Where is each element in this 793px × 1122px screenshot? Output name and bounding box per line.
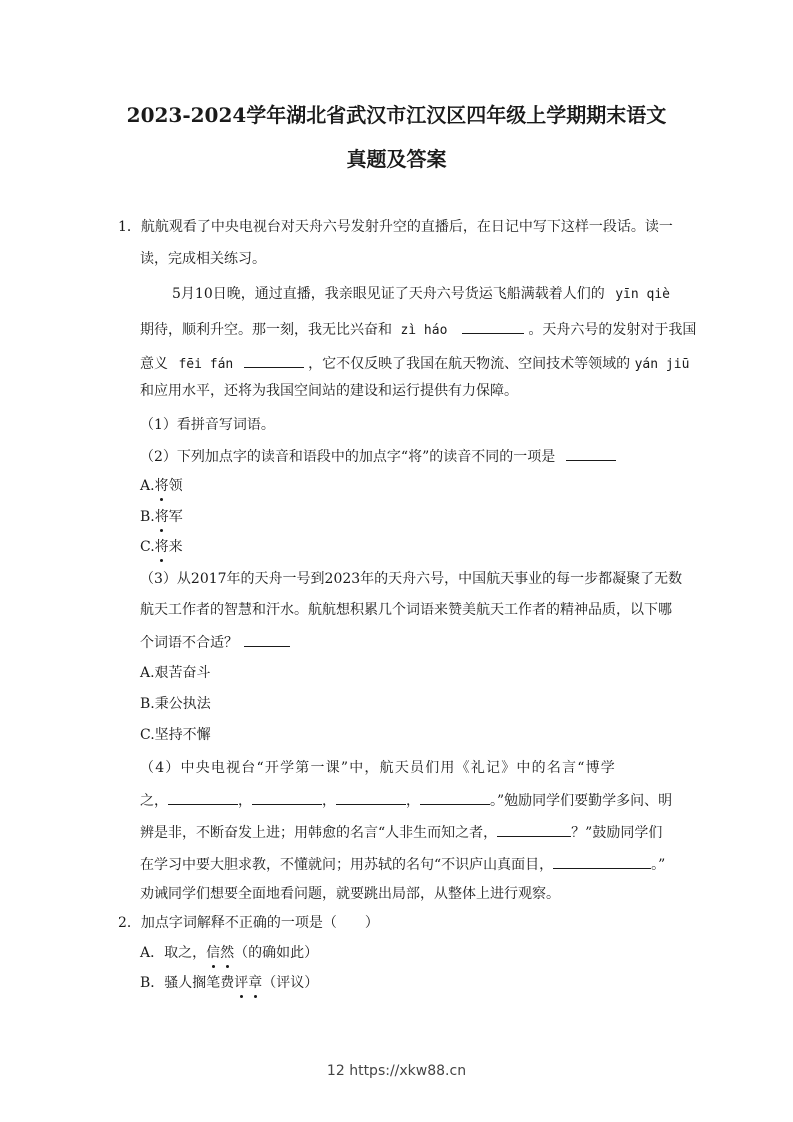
- q1-passage-line4: 和应用水平，还将为我国空间站的建设和运行提供有力保障。: [140, 383, 518, 399]
- answer-blank[interactable]: [168, 790, 238, 805]
- q1-stem-line1: 1．航航观看了中央电视台对天舟六号发射升空的直播后，在日记中写下这样一段话。读一: [118, 219, 673, 235]
- page-footer: [0, 1063, 793, 1079]
- document-title-line2: 真题及答案: [346, 147, 447, 171]
- option-text: 来: [168, 539, 183, 555]
- question-text: 之，: [140, 793, 168, 809]
- q1-sub3-option-c[interactable]: C.坚持不懈: [140, 727, 211, 743]
- option-text: 领: [168, 478, 183, 494]
- dotted-char: 然: [220, 945, 235, 961]
- q1-passage-line1: [172, 284, 670, 305]
- answer-blank[interactable]: [566, 446, 616, 461]
- passage-text: ，它不仅反映了我国在航天物流、空间技术等领域的: [308, 356, 631, 372]
- q1-passage-line3: [140, 353, 689, 375]
- question-text: 在学习中要大胆求教，不懂就问；用苏轼的名句“不识庐山真面目，: [140, 857, 554, 873]
- answer-blank[interactable]: [462, 319, 524, 334]
- answer-blank[interactable]: [244, 632, 290, 647]
- option-label: B.: [140, 509, 155, 525]
- q1-passage-line2: [140, 319, 696, 341]
- question-text: 辨是非，不断奋发上进；用韩愈的名言“人非生而知之者，: [140, 825, 498, 841]
- q1-sub2-option-a[interactable]: [140, 476, 183, 496]
- answer-blank[interactable]: [244, 353, 304, 368]
- question-text: 个词语不合适？: [140, 635, 238, 651]
- option-label: C.: [140, 539, 155, 555]
- q2-option-a[interactable]: [140, 943, 318, 963]
- option-label: A.: [140, 478, 155, 494]
- answer-blank[interactable]: [497, 822, 571, 837]
- dotted-char: 将: [154, 478, 169, 494]
- document-title-line1: 2023-2024学年湖北省武汉市江汉区四年级上学期期末语文: [126, 103, 667, 127]
- passage-text: 期待，顺利升空。那一刻，我无比兴奋和: [140, 322, 392, 338]
- q1-sub3-option-b[interactable]: B.秉公执法: [140, 696, 211, 712]
- q1-stem-line2: 读，完成相关练习。: [140, 251, 266, 267]
- q1-sub3-line1: （3）从2017年的天舟一号到2023年的天舟六号，中国航天事业的每一步都凝聚了无数: [140, 571, 683, 587]
- passage-text: 意义: [140, 356, 168, 372]
- q1-sub4-line3: [140, 822, 662, 843]
- q2-stem: 2．加点字词解释不正确的一项是（ ）: [118, 915, 379, 931]
- option-text: A．取之，: [140, 945, 207, 961]
- q2-option-b[interactable]: [140, 973, 318, 993]
- question-text: 。”勉励同学们要勤学多问、明: [490, 793, 673, 809]
- option-text: 军: [168, 509, 183, 525]
- question-text: （2）下列加点字的读音和语段中的加点字“将”的读音不同的一项是: [140, 449, 556, 465]
- question-text: 。”: [651, 857, 666, 873]
- question-text: ？”鼓励同学们: [571, 825, 663, 841]
- answer-blank[interactable]: [252, 790, 322, 805]
- dotted-char: 评: [234, 975, 249, 991]
- dotted-char: 将: [154, 539, 169, 555]
- comma: ，: [322, 793, 336, 809]
- q1-sub4-line5: 劝诫同学们想要全面地看问题，就要跳出局部，从整体上进行观察。: [140, 886, 560, 902]
- pinyin-prompt: yīn qiè: [615, 287, 670, 302]
- passage-text: 5月10日晚，通过直播，我亲眼见证了天舟六号货运飞船满载着人们的: [172, 286, 605, 302]
- comma: ，: [238, 793, 252, 809]
- page-number: 12: [326, 1063, 345, 1079]
- q1-sub2-option-b[interactable]: [140, 507, 183, 527]
- pinyin-prompt: fēi fán: [178, 357, 234, 372]
- option-text: B．骚人搁笔费: [140, 975, 235, 991]
- q1-sub3-line3: [140, 632, 290, 653]
- answer-blank[interactable]: [420, 790, 490, 805]
- q1-sub2: [140, 446, 616, 467]
- q1-sub4-line4: [140, 854, 665, 875]
- q1-sub1: （1）看拼音写词语。: [140, 417, 275, 433]
- q1-sub4-line2: [140, 790, 672, 811]
- comma: ，: [406, 793, 420, 809]
- q1-sub4-line1: （4）中央电视台“开学第一课”中，航天员们用《礼记》中的名言“博学: [140, 760, 616, 776]
- answer-blank[interactable]: [336, 790, 406, 805]
- q1-sub3-option-a[interactable]: A.艰苦奋斗: [140, 665, 211, 681]
- footer-url[interactable]: https://xkw88.cn: [349, 1063, 467, 1079]
- q1-sub2-option-c[interactable]: [140, 537, 183, 557]
- q1-sub3-line2: 航天工作者的智慧和汗水。航航想积累几个词语来赞美航天工作者的精神品质，以下哪: [140, 602, 672, 618]
- dotted-char: 信: [206, 945, 221, 961]
- answer-blank[interactable]: [553, 854, 651, 869]
- passage-text: 。天舟六号的发射对于我国: [528, 322, 697, 338]
- option-text: （评议）: [262, 975, 319, 991]
- pinyin-prompt: yán jiū: [634, 357, 690, 372]
- pinyin-prompt: zì háo: [400, 323, 448, 338]
- dotted-char: 将: [154, 509, 169, 525]
- dotted-char: 章: [248, 975, 263, 991]
- option-text: （的确如此）: [234, 945, 319, 961]
